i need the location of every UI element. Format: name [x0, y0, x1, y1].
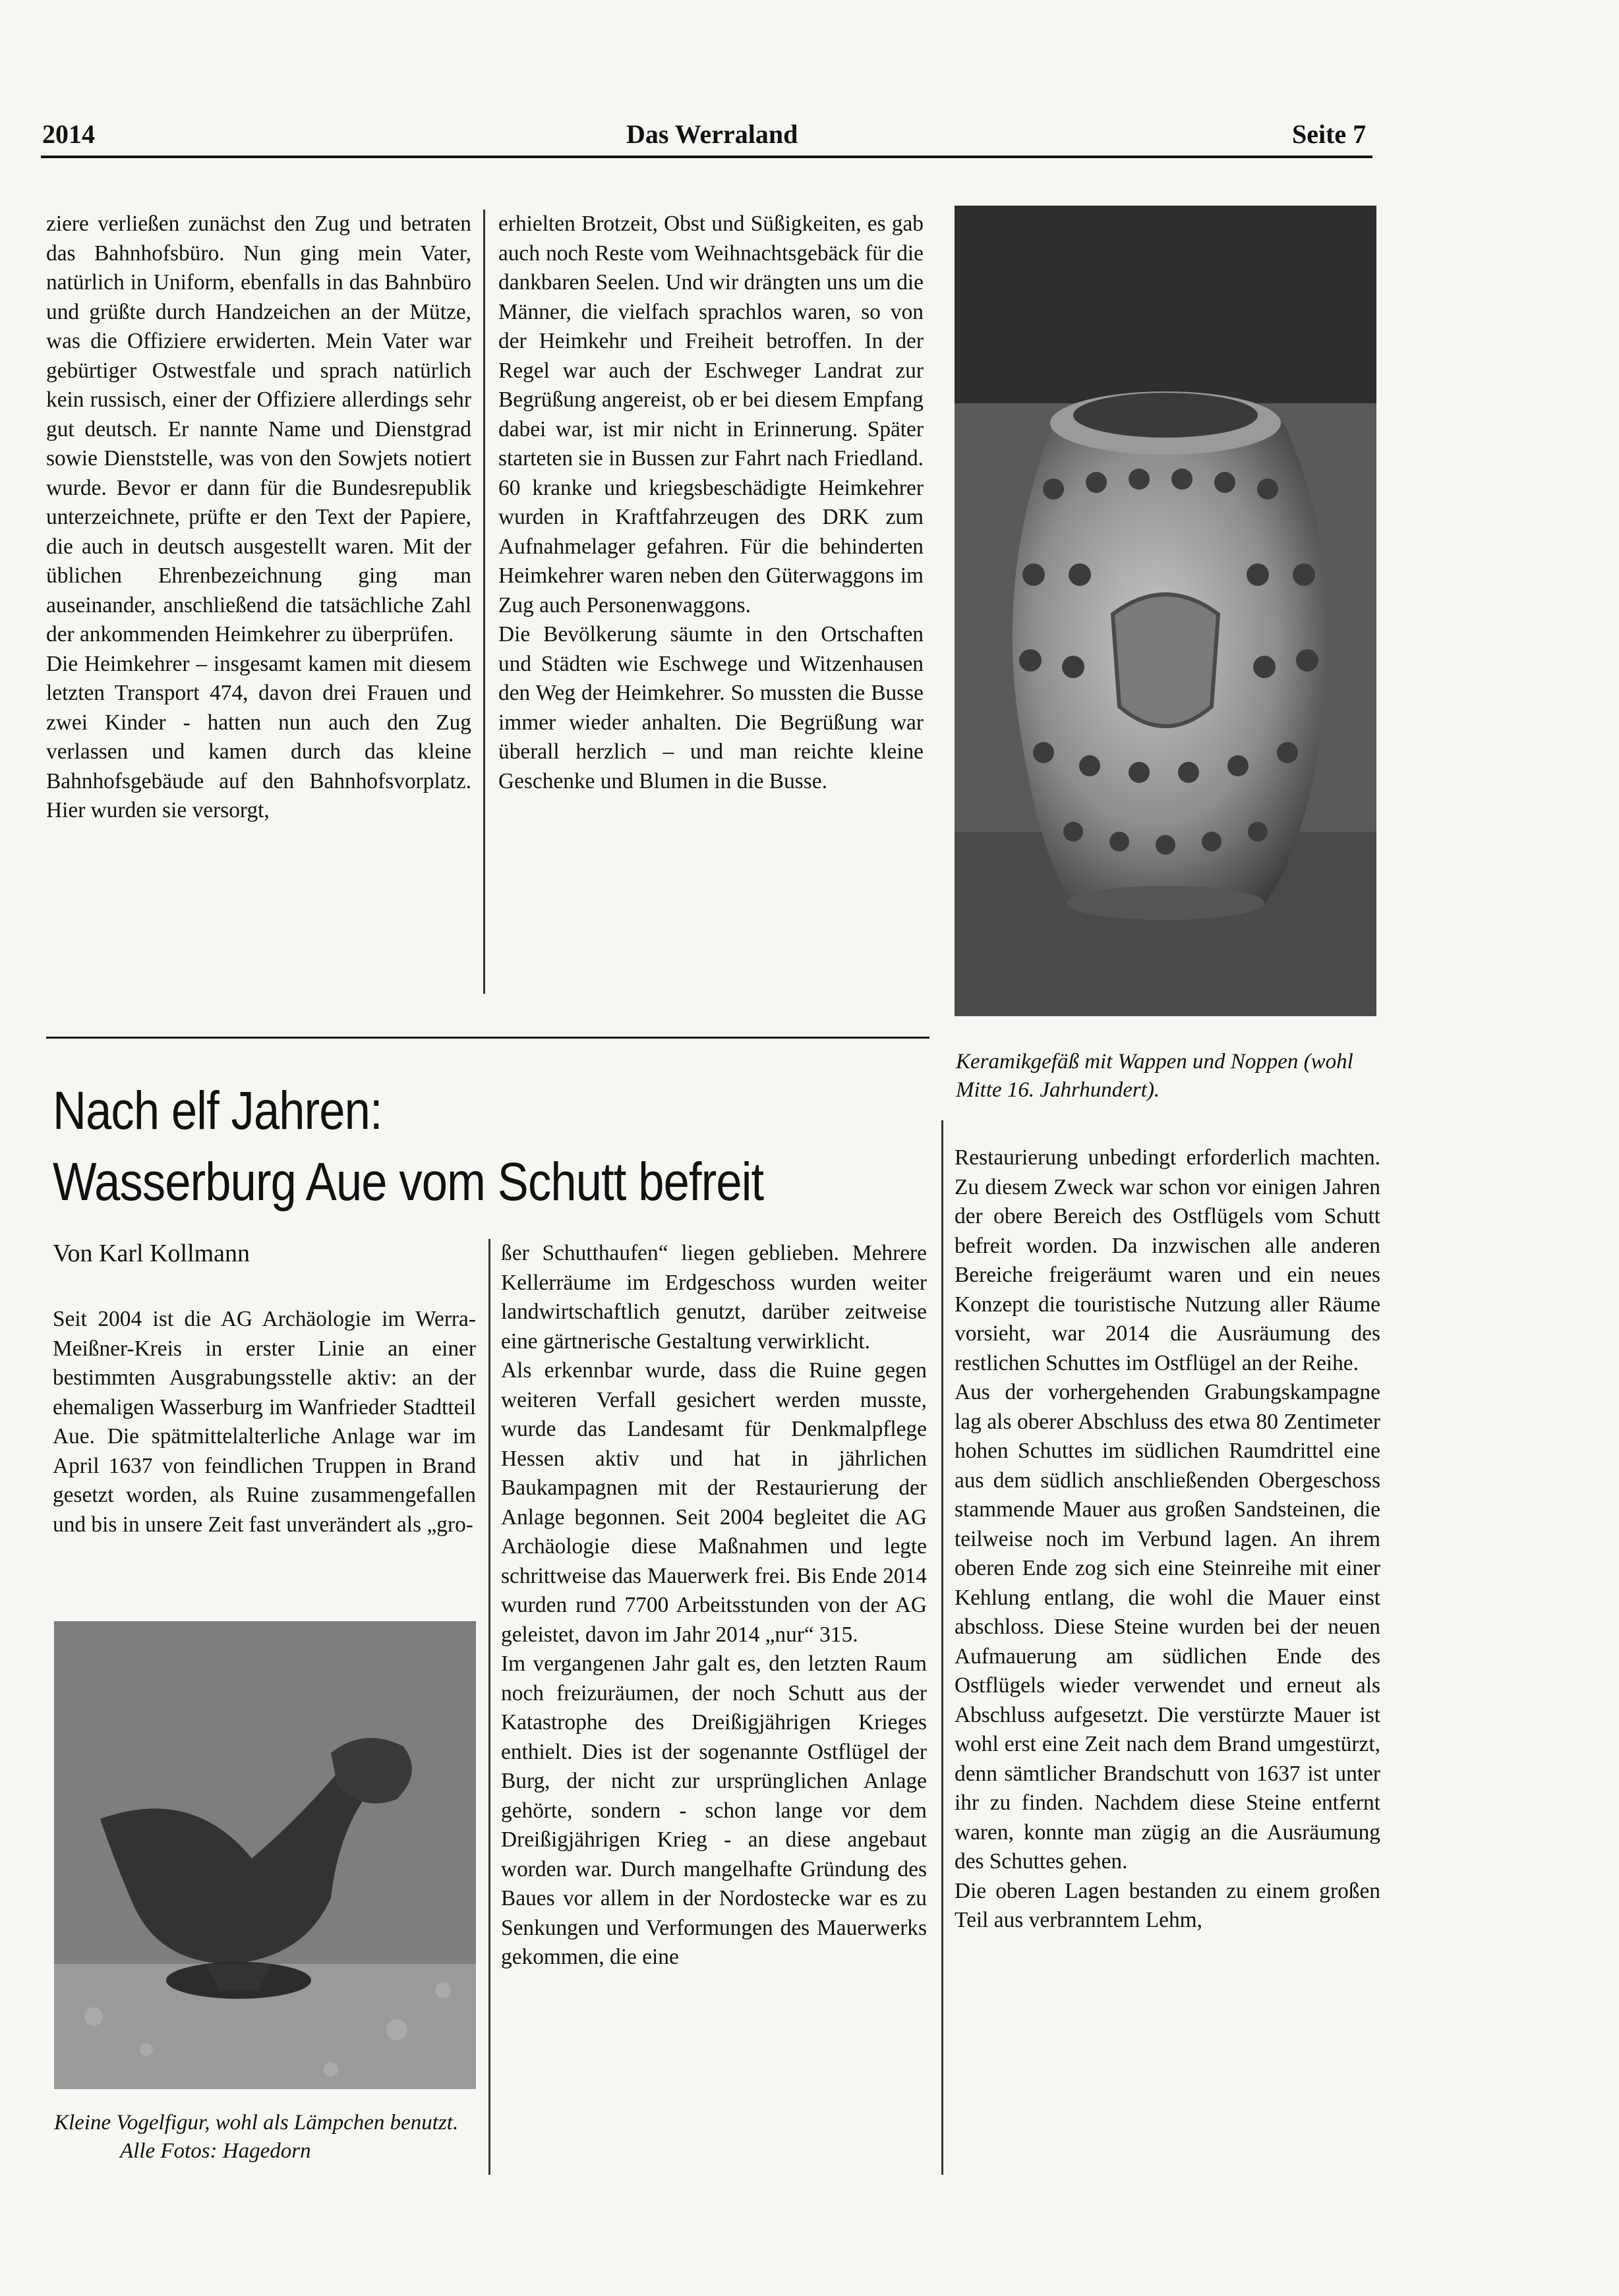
newspaper-name: Das Werraland — [626, 119, 798, 149]
top-column-2 — [498, 210, 924, 796]
paragraph: Als erkennbar wurde, dass die Ruine gegen weiteren Verfall gesichert werden musste, wurde das Landesamt für Denkmalpflege Hessen aktiv und hat in jährlichen Baukampagnen mit der Restaurierung der Anlage begonnen. Seit 2004 begleitet die AG Archäologie diese Maßnahmen und legte schrittweise das Mauerwerk frei. Bis Ende 2014 wurden rund 7700 Arbeitsstunden von der AG geleistet, davon im Jahr 2014 „nur“ 315. — [501, 1358, 927, 1647]
paragraph: ßer Schutthaufen“ liegen geblieben. Mehrere Kellerräume im Erdgeschoss wurden weiter landwirtschaftlich genutzt, darüber zeitweise eine gärtnerische Gestaltung verwirklicht. — [501, 1241, 927, 1354]
bird-figurine-image — [54, 1621, 476, 2089]
bird-caption-text: Kleine Vogelfigur, wohl als Lämpchen benutzt. — [54, 2111, 459, 2135]
article-author: Von Karl Kollmann — [53, 1240, 250, 1267]
vase-caption: Keramikgefäß mit Wappen und Noppen (wohl Mitte 16. Jahrhundert). — [956, 1050, 1353, 1102]
paragraph: Im vergangenen Jahr galt es, den letzten Raum noch freizuräumen, der noch Schutt aus der Katastrophe des Dreißigjährigen Krieges enthielt. Dies ist der sogenannte Ostflügel der Burg, der nicht zur ursprünglichen Anlage gehörte, sondern - schon lange vor dem Dreißigjährigen Krieg - an diese angebaut worden war. Durch mangelhafte Gründung des Baues vor allem in der Nordostecke war es zu Senkungen und Verformungen des Mauerwerks gekommen, die eine — [501, 1651, 927, 1969]
page-number: Seite 7 — [1292, 119, 1367, 149]
bird-figurine-photo — [54, 1621, 476, 2089]
column-divider — [488, 1239, 490, 2175]
article-headline — [53, 1076, 763, 1218]
bird-caption — [54, 2109, 476, 2166]
column-divider — [941, 1120, 943, 2175]
vase-photo — [955, 206, 1376, 1016]
paragraph: Aus der vorhergehenden Grabungskampagne lag als oberer Abschluss des etwa 80 Zentimeter hohen Schuttes im südlichen Raumdrittel eine aus dem südlich anschließenden Obergeschoss stammende Mauer aus großen Sandsteinen, die teilweise noch im Verbund lagen. An ihrem oberen Ende zog sich eine Steinreihe mit einer Kehlung entlang, die wohl die Mauer einst abschloss. Diese Steine wurden bei der neuen Aufmauerung am südlichen Ende des Ostflügels wieder verwendet und erneut als Abschluss aufgesetzt. Die verstürzte Mauer ist wohl erst eine Zeit nach dem Brand umgestürzt, denn sämtlicher Brandschutt von 1637 ist unter ihr zu finden. Nachdem diese Steine entfernt waren, konnte man zügig an die Ausräumung des Schuttes gehen. — [955, 1380, 1380, 1874]
paragraph: Die Bevölkerung säumte in den Ortschaften und Städten wie Eschwege und Witzenhausen den Weg der Heimkehrer. So mussten die Busse immer wieder anhalten. Die Begrüßung war überall herzlich – und man reichte kleine Geschenke und Blumen in die Busse. — [498, 622, 924, 793]
page-year: 2014 — [42, 119, 95, 149]
paragraph: Restaurierung unbedingt erforderlich machten. Zu diesem Zweck war schon vor einigen Jahren der obere Bereich des Ostflügels vom Schutt befreit worden. Da inzwischen alle anderen Bereiche freigeräumt waren und ein neues Konzept die touristische Nutzung aller Räume vorsieht, war 2014 die Ausräumung des restlichen Schuttes im Ostflügel an der Reihe. — [955, 1145, 1380, 1375]
article-column-2 — [501, 1239, 927, 1972]
headline-line-1: Nach elf Jahren: — [53, 1081, 382, 1141]
paragraph: ziere verließen zunächst den Zug und betraten das Bahnhofsbüro. Nun ging mein Vater, natürlich in Uniform, ebenfalls in das Bahnbüro und grüßte durch Handzeichen an der Mütze, was die Offiziere erwiderten. Mein Vater war gebürtiger Ostwestfale und sprach natürlich kein russisch, einer der Offiziere allerdings sehr gut deutsch. Er nannte Name und Dienstgrad sowie Dienststelle, was von den Sowjets notiert wurde. Bevor er dann für die Bundesrepublik unterzeichnete, prüfte er den Text der Papiere, die auch in deutsch ausgestellt waren. Mit der üblichen Ehrenbezeichnung ging man auseinander, anschließend die tatsächliche Zahl der ankommenden Heimkehrer zu überprüfen. — [46, 212, 471, 646]
section-rule — [46, 1037, 929, 1039]
paragraph: Die Heimkehrer – insgesamt kamen mit diesem letzten Transport 474, davon drei Frauen und zwei Kinder - hatten nun auch den Zug verlassen und kamen durch das kleine Bahnhofsgebäude auf den Bahnhofsvorplatz. Hier wurden sie versorgt, — [46, 651, 471, 822]
top-column-1 — [46, 210, 471, 826]
paragraph: Seit 2004 ist die AG Archäologie im Werra-Meißner-Kreis in erster Linie an einer bestimmten Ausgrabungsstelle aktiv: an der ehemaligen Wasserburg im Wanfrieder Stadtteil Aue. Die spätmittelalterliche Anlage war im April 1637 von feindlichen Truppen in Brand gesetzt worden, als Ruine zusammengefallen und bis in unsere Zeit fast unverändert als „gro- — [53, 1307, 476, 1537]
column-divider — [483, 210, 485, 994]
header-rule — [41, 156, 1372, 158]
article-column-1 — [53, 1305, 476, 1539]
ceramic-vase-image — [955, 206, 1376, 1016]
photo-credit: Alle Fotos: Hagedorn — [120, 2139, 311, 2163]
paragraph: Die oberen Lagen bestanden zu einem großen Teil aus verbranntem Lehm, — [955, 1878, 1380, 1932]
headline-line-2: Wasserburg Aue vom Schutt befreit — [53, 1152, 764, 1212]
article-column-3 — [955, 1143, 1380, 1936]
paragraph: erhielten Brotzeit, Obst und Süßigkeiten, es gab auch noch Reste vom Weihnachtsgebäck für die dankbaren Seelen. Und wir drängten uns um die Männer, die vielfach sprachlos waren, so von der Heimkehr und Freiheit betroffen. In der Regel war auch der Eschweger Landrat zur Begrüßung angereist, ob er bei diesem Empfang dabei war, ist mir nicht in Erinnerung. Später starteten sie in Bussen zur Fahrt nach Friedland. 60 kranke und kriegsbeschädigte Heimkehrer wurden in Kraftfahrzeugen des DRK zum Aufnahmelager gefahren. Für die behinderten Heimkehrer waren neben den Güterwaggons im Zug auch Personenwaggons. — [498, 212, 924, 617]
